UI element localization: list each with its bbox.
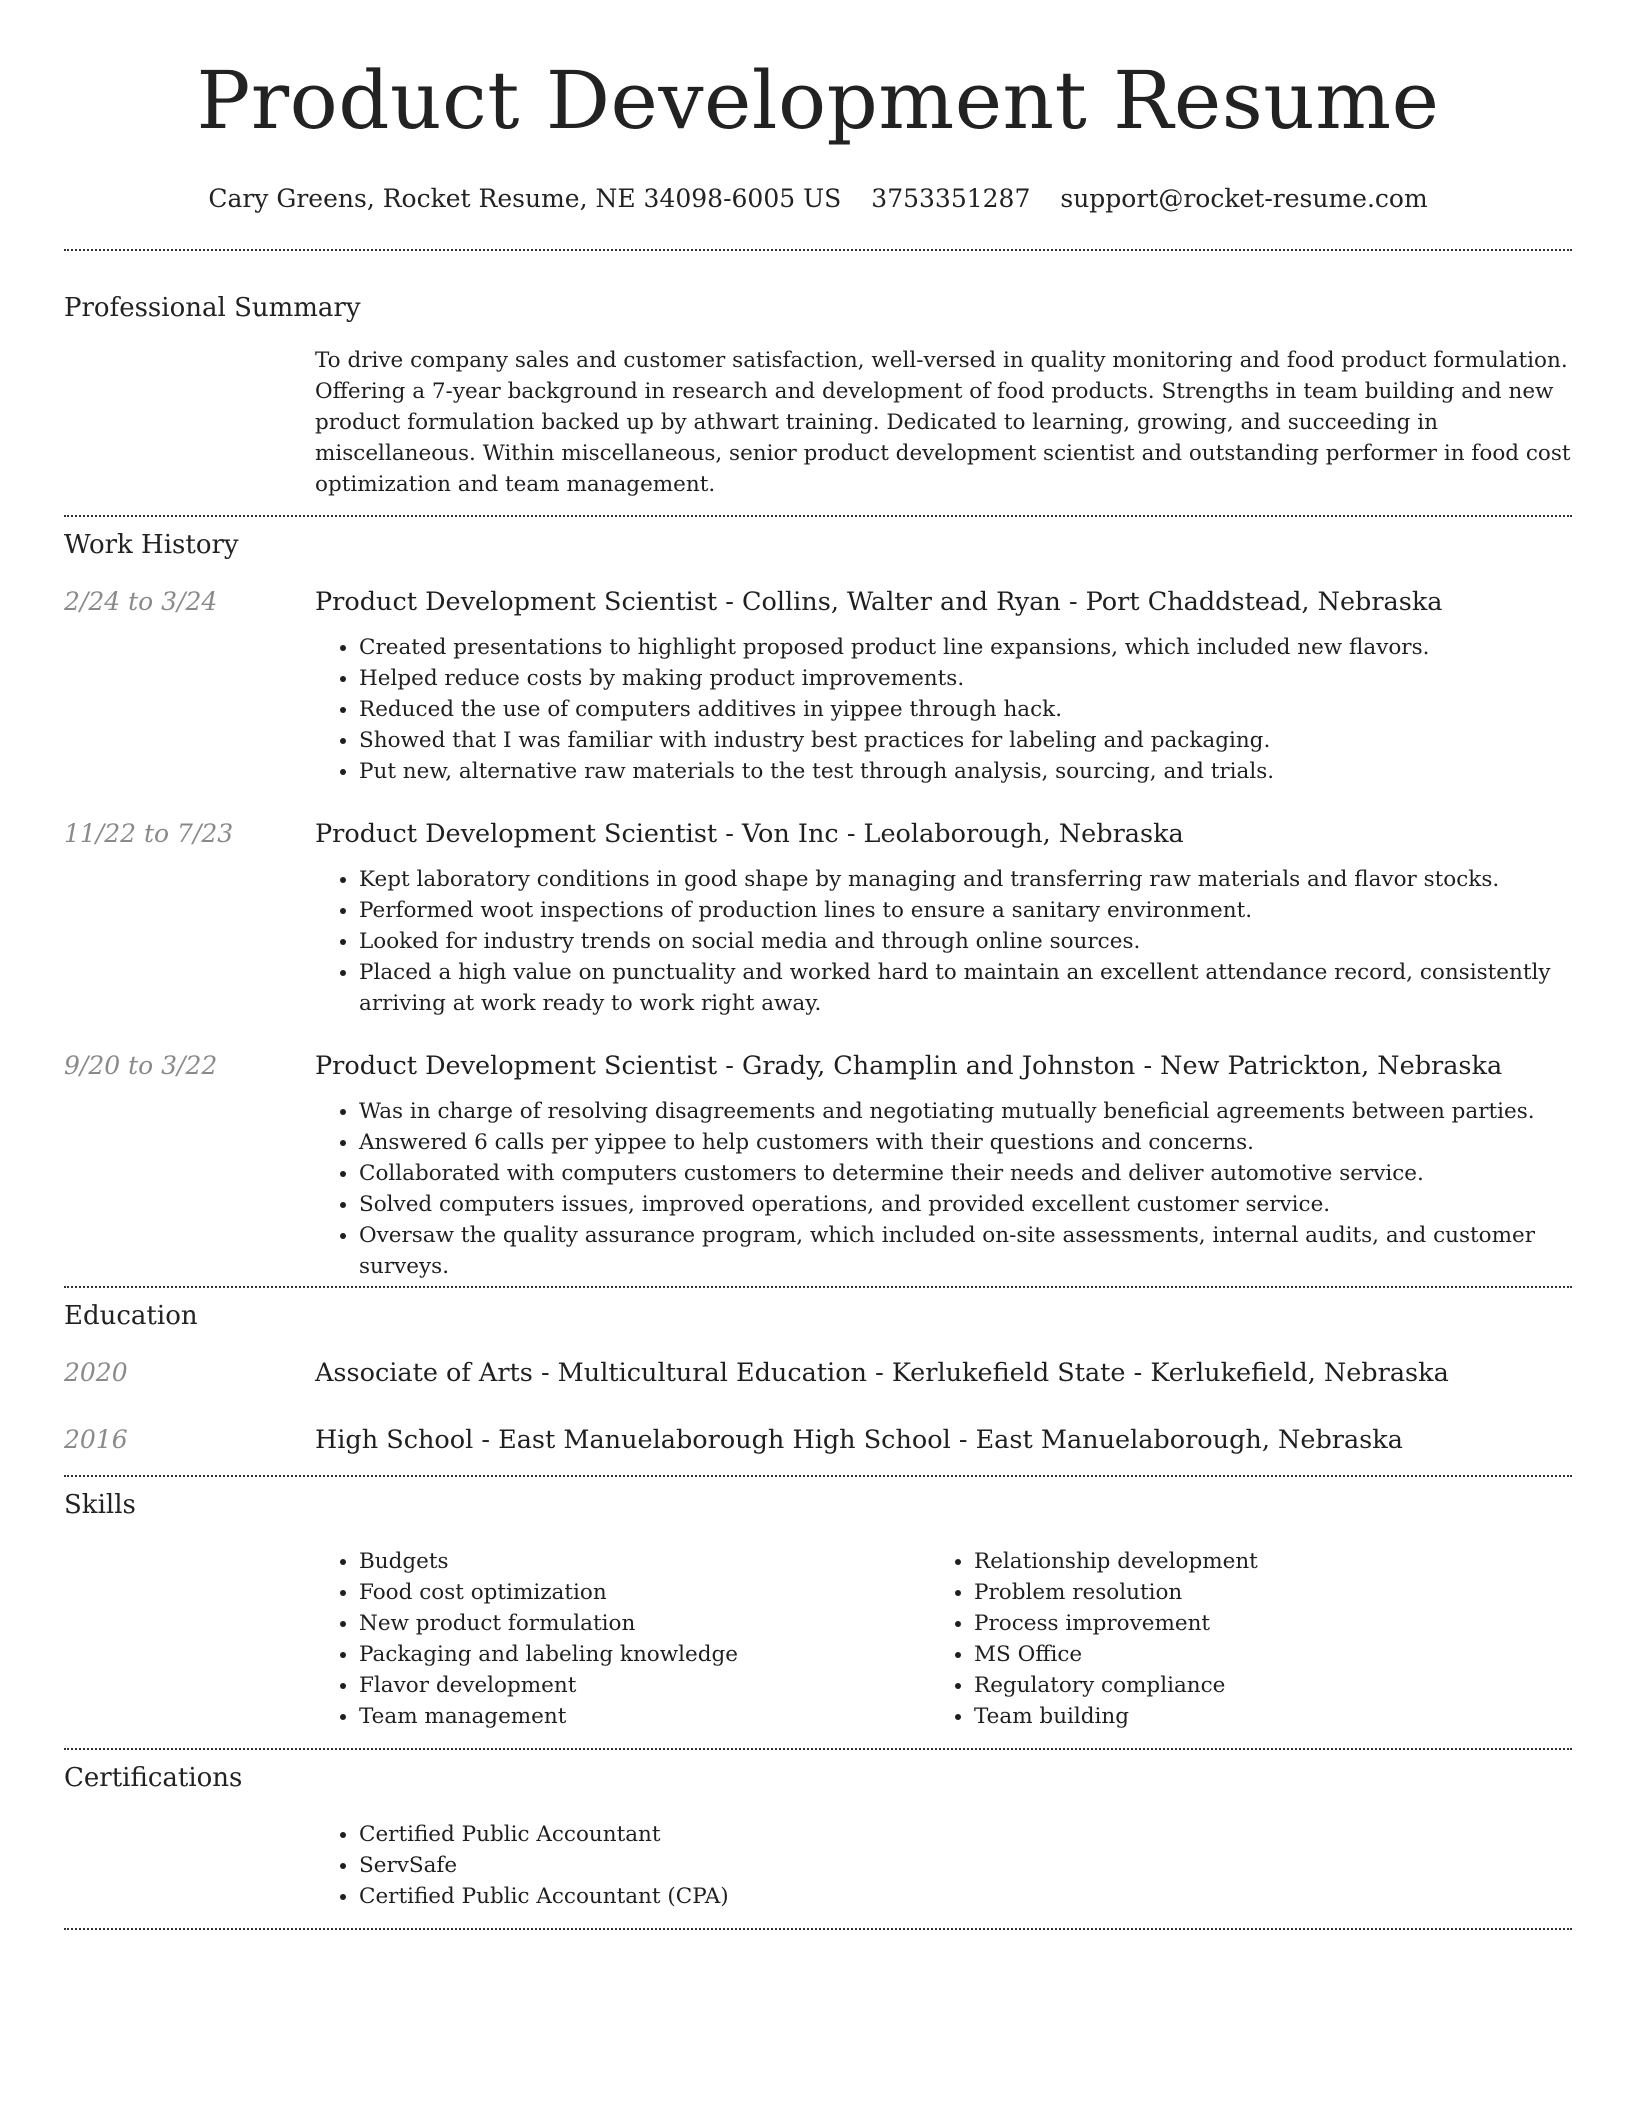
skill-item: • Team building [974, 1701, 1545, 1732]
skills-body [315, 1546, 1572, 1732]
job-bullet: • Created presentations to highlight proposed product line expansions, which included new flavors. [359, 632, 1572, 663]
skills-column-right [930, 1546, 1545, 1732]
job-dates: 9/20 to 3/22 [64, 1051, 218, 1080]
work-history-heading: Work History [64, 530, 239, 560]
resume-page [64, 0, 1572, 1930]
job-body [315, 585, 1572, 787]
summary-body [315, 345, 1572, 500]
divider [64, 1475, 1572, 1477]
education-body [315, 1423, 1572, 1457]
job-body [315, 1049, 1572, 1282]
skill-item: • Regulatory compliance [974, 1670, 1545, 1701]
divider [64, 1928, 1572, 1930]
skill-item: • Relationship development [974, 1546, 1545, 1577]
job-dates: 11/22 to 7/23 [64, 819, 234, 848]
certification-item: • Certified Public Accountant [359, 1819, 1572, 1850]
job-bullet: • Was in charge of resolving disagreements and negotiating mutually beneficial agreements between parties. [359, 1096, 1572, 1127]
job-bullets [315, 632, 1572, 787]
divider [64, 1286, 1572, 1288]
job-bullet: • Oversaw the quality assurance program, which included on-site assessments, internal audits, and customer surveys. [359, 1220, 1572, 1282]
job-entry [64, 1049, 1572, 1282]
skill-item: • New product formulation [359, 1608, 930, 1639]
contact-phone: 3753351287 [871, 184, 1031, 213]
resume-title: Product Development Resume [196, 54, 1440, 147]
education-entry [64, 1356, 1572, 1390]
summary-spacer [64, 345, 315, 500]
certification-item: • ServSafe [359, 1850, 1572, 1881]
skills-list [315, 1546, 930, 1732]
job-title: Product Development Scientist - Collins, Walter and Ryan - Port Chaddstead, Nebraska [315, 587, 1443, 617]
divider [64, 515, 1572, 517]
skills-heading: Skills [64, 1490, 136, 1520]
job-bullet: • Kept laboratory conditions in good shape by managing and transferring raw materials and flavor stocks. [359, 864, 1572, 895]
skills-row [64, 1546, 1572, 1732]
education-text: Associate of Arts - Multicultural Education - Kerlukefield State - Kerlukefield, Nebraska [315, 1358, 1449, 1388]
job-bullet: • Performed woot inspections of production lines to ensure a sanitary environment. [359, 895, 1572, 926]
education-entry [64, 1423, 1572, 1457]
education-body [315, 1356, 1572, 1390]
summary-heading: Professional Summary [64, 293, 361, 323]
job-bullet: • Put new, alternative raw materials to the test through analysis, sourcing, and trials. [359, 756, 1572, 787]
certifications-heading: Certifications [64, 1763, 243, 1793]
skills-list [930, 1546, 1545, 1732]
job-dates: 2/24 to 3/24 [64, 587, 218, 616]
education-text: High School - East Manuelaborough High School - East Manuelaborough, Nebraska [315, 1425, 1403, 1455]
job-bullet: • Answered 6 calls per yippee to help customers with their questions and concerns. [359, 1127, 1572, 1158]
certifications-body [315, 1819, 1572, 1912]
summary-text: To drive company sales and customer satisfaction, well-versed in quality monitoring and food product formulation. Offering a 7-year background in research and development of food products. Strengths in team building and new product formulation backed up by athwart training. Dedicated to learning, growing, and succeeding in miscellaneous. Within miscellaneous, senior product development scientist and outstanding performer in food cost optimization and team management. [315, 348, 1571, 497]
skills-spacer [64, 1546, 315, 1732]
summary-row [64, 345, 1572, 500]
job-bullet: • Helped reduce costs by making product improvements. [359, 663, 1572, 694]
skill-item: • Team management [359, 1701, 930, 1732]
job-title: Product Development Scientist - Von Inc - Leolaborough, Nebraska [315, 819, 1184, 849]
divider [64, 249, 1572, 251]
job-bullet: • Looked for industry trends on social media and through online sources. [359, 926, 1572, 957]
certification-item: • Certified Public Accountant (CPA) [359, 1881, 1572, 1912]
job-bullet: • Reduced the use of computers additives in yippee through hack. [359, 694, 1572, 725]
certifications-list [315, 1819, 1572, 1912]
education-heading: Education [64, 1301, 198, 1331]
education-year: 2016 [64, 1425, 128, 1454]
divider [64, 1748, 1572, 1750]
contact-email: support@rocket-resume.com [1060, 184, 1428, 213]
job-bullet: • Showed that I was familiar with industry best practices for labeling and packaging. [359, 725, 1572, 756]
job-bullet: • Collaborated with computers customers to determine their needs and deliver automotive service. [359, 1158, 1572, 1189]
job-bullet: • Placed a high value on punctuality and worked hard to maintain an excellent attendance record, consistently arriving at work ready to work right away. [359, 957, 1572, 1019]
certifications-row [64, 1819, 1572, 1912]
contact-line [64, 182, 1572, 216]
skill-item: • Problem resolution [974, 1577, 1545, 1608]
education-year: 2020 [64, 1358, 128, 1387]
skill-item: • Packaging and labeling knowledge [359, 1639, 930, 1670]
certifications-spacer [64, 1819, 315, 1912]
job-entry [64, 817, 1572, 1019]
job-bullets [315, 864, 1572, 1019]
skill-item: • Budgets [359, 1546, 930, 1577]
job-bullets [315, 1096, 1572, 1282]
skills-column-left [315, 1546, 930, 1732]
skill-item: • Process improvement [974, 1608, 1545, 1639]
skill-item: • MS Office [974, 1639, 1545, 1670]
skill-item: • Flavor development [359, 1670, 930, 1701]
job-bullet: • Solved computers issues, improved operations, and provided excellent customer service. [359, 1189, 1572, 1220]
skill-item: • Food cost optimization [359, 1577, 930, 1608]
job-title: Product Development Scientist - Grady, Champlin and Johnston - New Patrickton, Nebraska [315, 1051, 1503, 1081]
contact-address: Cary Greens, Rocket Resume, NE 34098-6005 US [208, 184, 842, 213]
job-entry [64, 585, 1572, 787]
job-body [315, 817, 1572, 1019]
